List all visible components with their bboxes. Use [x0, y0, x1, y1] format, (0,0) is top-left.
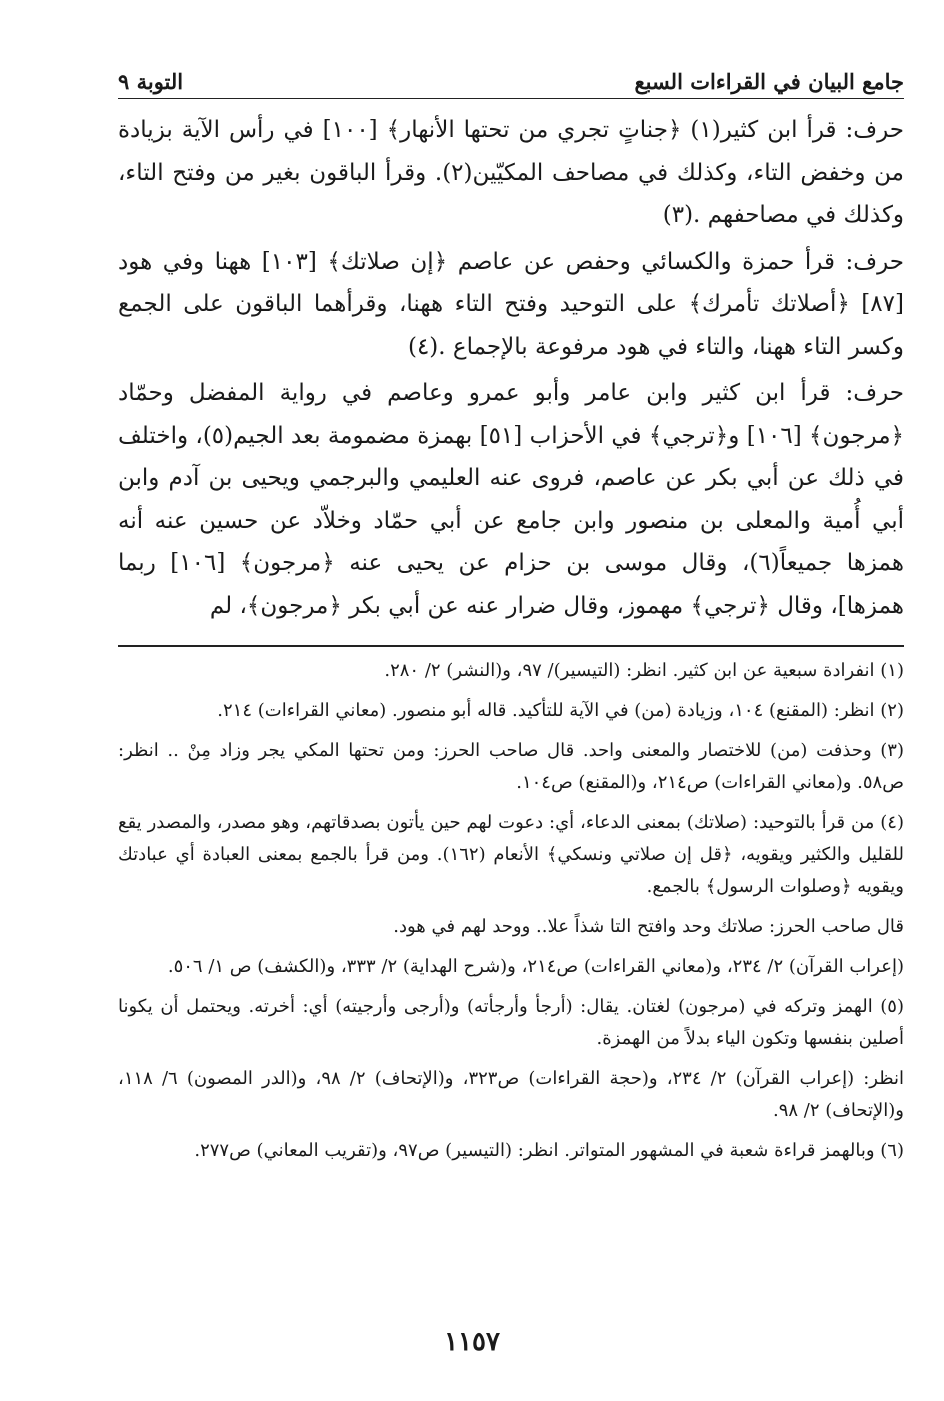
- paragraph-3: حرف: قرأ ابن كثير وابن عامر وأبو عمرو وعاصم في رواية المفضل وحمّاد ﴿مرجون﴾ [١٠٦] و﴿ترجي﴾ في الأحزاب [٥١] بهمزة مضمومة بعد الجيم(٥)، واختلف في ذلك عن أبي بكر عن عاصم، فروى عنه العليمي والبرجمي ويحيى بن آدم وابن أبي أُمية والمعلى بن منصور وابن جامع عن أبي حمّاد وخلاّد عن حسين عنه أنه همزها جميعاً(٦)، وقال موسى بن حزام عن يحيى عنه ﴿مرجون﴾ [١٠٦] ربما همزها]، وقال ﴿ترجي﴾ مهموز، وقال ضرار عنه عن أبي بكر ﴿مرجون﴾، لم: [118, 380, 904, 619]
- footnote-2: (٢) انظر: (المقنع) ١٠٤، وزيادة (من) في الآية للتأكيد. قاله أبو منصور. (معاني القراءات) ٢١٤.: [217, 699, 904, 721]
- running-header: [118, 52, 904, 99]
- main-text: [118, 109, 904, 627]
- footnote-1: (١) انفرادة سبعية عن ابن كثير. انظر: (التيسير)/ ٩٧، و(النشر) ٢/ ٢٨٠.: [384, 659, 904, 681]
- footnote-5-cont: انظر: (إعراب القرآن) ٢/ ٢٣٤، و(حجة القراءات) ص٣٢٣، و(الإتحاف) ٢/ ٩٨، و(الدر المصون) ٦/ ١١٨، و(الإتحاف) ٢/ ٩٨.: [118, 1067, 905, 1121]
- footnote-6: (٦) وبالهمز قراءة شعبة في المشهور المتواتر. انظر: (التيسير) ص٩٧، و(تقريب المعاني) ص٢٧٧.: [194, 1139, 904, 1161]
- page: [118, 52, 904, 1175]
- chapter-label: التوبة ٩: [118, 69, 184, 94]
- footnotes: [118, 655, 904, 1167]
- footnote-separator: [118, 645, 904, 647]
- paragraph-1: حرف: قرأ ابن كثير(١) ﴿جناتٍ تجري من تحتها الأنهار﴾ [١٠٠] في رأس الآية بزيادة من وخفض التاء، وكذلك في مصاحف المكيّين(٢). وقرأ الباقون بغير من وفتح التاء، وكذلك في مصاحفهم .(٣): [118, 117, 904, 228]
- footnote-5: (٥) الهمز وتركه في (مرجون) لغتان. يقال: (أرجأ وأرجأته) و(أرجى وأرجيته) أي: أخرته. ويحتمل أن يكونا أصلين بنفسها وتكون الياء بدلاً من الهمزة.: [118, 995, 904, 1049]
- footnote-4-cont-a: قال صاحب الحرز: صلاتك وحد وافتح التا شذاً علا.. ووحد لهم في هود.: [393, 915, 904, 937]
- book-title: جامع البيان في القراءات السبع: [634, 69, 904, 94]
- page-number: ١١٥٧: [444, 1327, 500, 1357]
- footnote-4-cont-b: (إعراب القرآن) ٢/ ٢٣٤، و(معاني القراءات) ص٢١٤، و(شرح الهداية) ٢/ ٣٣٣، و(الكشف) ص ١/ ٥٠٦.: [167, 955, 904, 977]
- paragraph-2: حرف: قرأ حمزة والكسائي وحفص عن عاصم ﴿إن صلاتك﴾ [١٠٣] ههنا وفي هود [٨٧] ﴿أصلاتك تأمرك﴾ على التوحيد وفتح التاء ههنا، وقرأهما الباقون على الجمع وكسر التاء ههنا، والتاء في هود مرفوعة بالإجماع .(٤): [118, 248, 904, 360]
- footnote-4: (٤) من قرأ بالتوحيد: (صلاتك) بمعنى الدعاء، أي: دعوت لهم حين يأتون بصدقاتهم، وهو مصدر، والمصدر يقع للقليل والكثير ويقويه، ﴿قل إن صلاتي ونسكي﴾ الأنعام (١٦٢). ومن قرأ بالجمع بمعنى العبادة أي عبادتك ويقويه ﴿وصلوات الرسول﴾ بالجمع.: [118, 811, 904, 897]
- footnote-3: (٣) وحذفت (من) للاختصار والمعنى واحد. قال صاحب الحرز: ومن تحتها المكي يجر وزاد مِنْ .. انظر: ص٥٨. و(معاني القراءات) ص٢١٤، و(المقنع) ص١٠٤.: [118, 739, 904, 793]
